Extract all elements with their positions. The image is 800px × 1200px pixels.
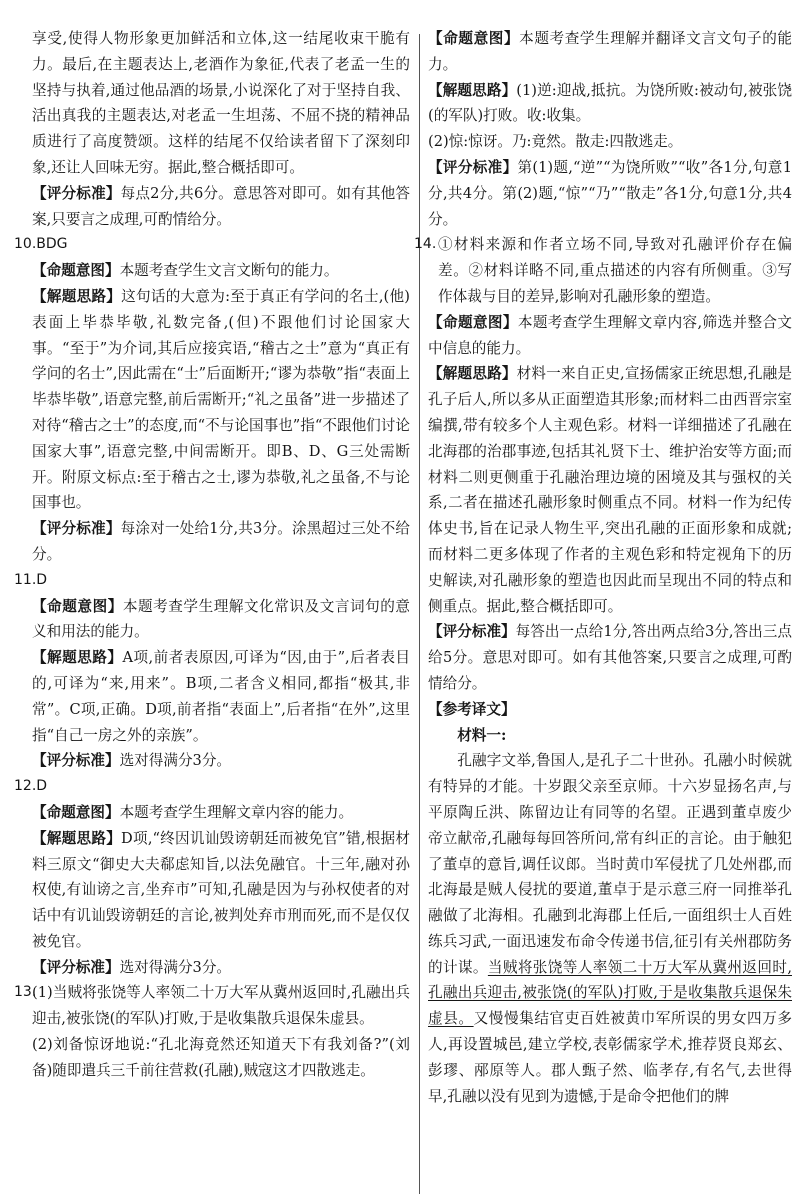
material-one-underlined: 当贼将张饶等人率领二十万大军从冀州返回时,孔融出兵迎击,被张饶(的军队)打败,于是收集散兵退保朱虚县。 (428, 958, 792, 1028)
intro-paragraph: 享受,使得人物形象更加鲜活和立体,这一结尾收束干脆有力。最后,在主题表达上,老酒作为象征,代表了老孟一生的坚持与执着,通过他品酒的场景,小说深化了对于坚持自我、活出真我的主题表达,对老孟一生坦荡、不屈不挠的精神品质进行了高度赞颂。这样的结尾不仅给读者留下了深刻印象,还让人回味无穷。据此,整合概括即可。 (32, 30, 410, 176)
scoring-text: 选对得满分3分。 (119, 752, 232, 770)
q12-answer: D (36, 778, 48, 795)
q11-scoring (14, 748, 410, 774)
q14-intent (428, 310, 792, 362)
q12-scoring (14, 955, 410, 981)
q13-number: 13. (14, 984, 37, 1001)
q14-idea (428, 361, 792, 619)
idea-text: 这句话的大意为:至于真正有学问的名士,(他)表面上毕恭毕敬,礼数完备,(但)不跟他们讨论国家大事。“至于”为介词,其后应接宾语,“稽古之士”意为“真正有学问的名士”,因此需在“士”后面断开;“谬为恭敬”指“表面上毕恭毕敬”,语意完整,前后需断开;“礼之虽备”进一步描述了对待“稽古之士”的态度,而“不与论国事也”指“不跟他们讨论国家大事”,语意完整,中间需断开。即B、D、G三处需断开。附原文标点:至于稽古之士,谬为恭敬,礼之虽备,不与论国事也。 (32, 287, 410, 512)
idea-text: A项,前者表原因,可译为“因,由于”,后者表目的,可译为“来,用来”。B项,二者含义相同,都指“极其,非常”。C项,正确。D项,前者指“表面上”,后者指“在外”,这里指“自己一房之外的亲族”。 (32, 649, 410, 744)
idea-tag: 【解题思路】 (32, 829, 122, 847)
q10-intent (14, 258, 410, 284)
intent-text: 本题考查学生理解文化常识及文言词句的意义和用法的能力。 (32, 597, 410, 641)
material-one-title: 材料一: (457, 726, 507, 744)
q11-intent (14, 594, 410, 646)
material-one-text-end: 又慢慢集结官吏百姓被黄巾军所误的男女四万多人,再设置城邑,建立学校,表彰儒家学术,推荐贤良郑玄、彭璆、邴原等人。郡人甄子然、临孝存,有名气,去世得早,孔融以没有见到为遗憾,于是命令把他们的牌 (428, 1010, 792, 1105)
material-one-text-start: 孔融字文举,鲁国人,是孔子二十世孙。孔融小时候就有特异的才能。十岁跟父亲至京师。十六岁显扬名声,与平原陶丘洪、陈留边让有同等的名望。正遇到董卓废少帝立献帝,孔融每每回答所问,常有纠正的言论。由于触犯了董卓的意旨,调任议郎。当时黄巾军侵扰了几处州郡,而北海最是贼人侵扰的要道,董卓于是示意三府一同推举孔融做了北海相。孔融到北海郡上任后,一面组织士人百姓练兵习武,一面迅速发布命令传递书信,征引有关州郡防务的计谋。 (428, 752, 792, 976)
intent-text: 本题考查学生理解文章内容,筛选并整合文中信息的能力。 (428, 313, 792, 357)
q13-intent (428, 26, 792, 78)
intro-scoring (14, 181, 410, 233)
q10-idea (14, 284, 410, 516)
q12-idea (14, 826, 410, 955)
column-divider (419, 34, 420, 1194)
intent-text: 本题考查学生理解并翻译文言文句子的能力。 (428, 30, 792, 73)
scoring-tag: 【评分标准】 (32, 520, 121, 538)
idea-text: 材料一来自正史,宣扬儒家正统思想,孔融是孔子后人,所以多从正面塑造其形象;而材料二由西晋宗室编撰,带有较多个人主观色彩。材料一详细描述了孔融在北海郡的治郡事迹,包括其礼贤下士、维护治安等方面;而材料二则更侧重于孔融治理边境的困境及其与强权的关系,二者在描述孔融形象时侧重点不同。材料一作为纪传体史书,旨在记录人物生平,突出孔融的正面形象和成就;而材料二更多体现了作者的主观色彩和特定视角下的历史解读,对孔融形象的塑造也因此而呈现出不同的特点和侧重点。据此,整合概括即可。 (428, 365, 792, 615)
reference-translation-heading: 【参考译文】 (428, 700, 516, 718)
scoring-text: 每答出一点给1分,答出两点给3分,答出三点给5分。意思对即可。如有其他答案,只要言之成理,可酌情给分。 (428, 623, 792, 692)
intent-text: 本题考查学生文言文断句的能力。 (119, 262, 339, 280)
scoring-tag: 【评分标准】 (32, 958, 120, 976)
material-one-text (428, 748, 792, 1109)
scoring-tag: 【评分标准】 (32, 752, 120, 770)
intent-tag: 【命题意图】 (428, 30, 520, 47)
q11-idea (14, 645, 410, 748)
q11-number: 11. (14, 571, 37, 588)
idea-tag: 【解题思路】 (32, 649, 123, 667)
right-column (414, 26, 792, 1200)
q14-block (414, 232, 792, 309)
q12-number: 12. (14, 778, 37, 795)
scoring-text: 选对得满分3分。 (119, 958, 232, 976)
idea-tag: 【解题思路】 (32, 287, 122, 305)
scoring-tag: 【评分标准】 (428, 158, 518, 176)
q14-answer: ①材料来源和作者立场不同,导致对孔融评价存在偏差。②材料详略不同,重点描述的内容有所侧重。③写作体裁与目的差异,影响对孔融形象的塑造。 (438, 236, 792, 305)
q14-scoring (428, 619, 792, 696)
idea-text: D项,“终因讥讪毁谤朝廷而被免官”错,根据材料三原文“御史大夫郗虑知旨,以法免融官。十三年,融对孙权使,有讪谤之言,坐弃市”可知,孔融是因为与孙权使者的对话中有讥讪毁谤朝廷的言论,被判处弃市刑而死,而不是仅仅被免官。 (32, 829, 410, 950)
scoring-text: 每点2分,共6分。意思答对即可。如有其他答案,只要言之成理,可酌情给分。 (32, 184, 410, 228)
q12-intent (14, 800, 410, 826)
scoring-tag: 【评分标准】 (32, 184, 121, 202)
idea-tag: 【解题思路】 (428, 365, 517, 383)
q13-answer-2: (2)刘备惊讶地说:“孔北海竟然还知道天下有我刘备?”(刘备)随即遣兵三千前往营救(孔融),贼寇这才四散逃走。 (32, 1036, 410, 1079)
scoring-text: 每涂对一处给1分,共3分。涂黑超过三处不给分。 (32, 520, 410, 563)
q13-answer-1: (1)当贼将张饶等人率领二十万大军从冀州返回时,孔融出兵迎击,被张饶(的军队)打败,于是收集散兵退保朱虚县。 (32, 984, 410, 1028)
q14-number: 14. (414, 236, 437, 253)
intent-tag: 【命题意图】 (428, 313, 518, 331)
scoring-tag: 【评分标准】 (428, 623, 516, 641)
q11-answer-line (14, 568, 410, 594)
q10-number: 10. (14, 236, 37, 253)
q10-scoring (14, 516, 410, 568)
q13-block (14, 980, 410, 1083)
q13-idea-2: (2)惊:惊讶。乃:竟然。散走:四散逃走。 (428, 133, 683, 151)
intent-tag: 【命题意图】 (32, 597, 123, 615)
intent-tag: 【命题意图】 (32, 262, 120, 280)
q11-answer: D (36, 571, 48, 588)
scoring-text: 第(1)题,“逆”“为饶所败”“收”各1分,句意1分,共4分。第(2)题,“惊”“乃”“散走”各1分,句意1分,共4分。 (428, 158, 792, 228)
q12-answer-line (14, 774, 410, 800)
idea-tag: 【解题思路】 (428, 81, 517, 99)
q10-answer-line (14, 232, 410, 258)
left-column (14, 26, 410, 1200)
q13-scoring (428, 155, 792, 232)
q13-idea (428, 78, 792, 130)
idea-text: (1)逆:迎战,抵抗。为饶所败:被动句,被张饶(的军队)打败。收:收集。 (428, 81, 792, 125)
q10-answer: BDG (36, 236, 68, 253)
intent-text: 本题考查学生理解文章内容的能力。 (119, 803, 354, 821)
intent-tag: 【命题意图】 (32, 803, 120, 821)
